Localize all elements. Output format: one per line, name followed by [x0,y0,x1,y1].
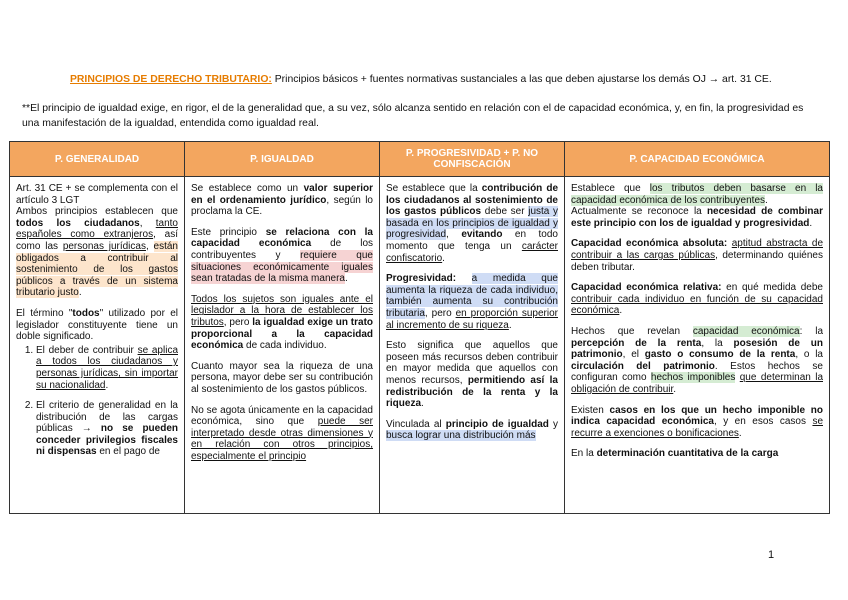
meaning-list [16,345,178,458]
cell-capacidad [565,177,830,514]
paragraph: Esto significa que aquellos que poseen más recursos deben contribuir en mayor medida que aquellos con menos recursos, permitiendo así la redistribución de la renta y la riqueza. [386,340,558,410]
list-item: 2. El criterio de generalidad en la distribución de las cargas públicas → no se pueden conceder privilegios fiscales ni dispensas en el pago de [36,400,178,458]
cell-generalidad [10,177,185,514]
intro-line [70,72,790,87]
cell-igualdad [185,177,380,514]
paragraph: Todos los sujetos son iguales ante el legislador a la hora de establecer los tributos, pero la igualdad exige un trato proporcional a la capacidad económica de cada individuo. [191,293,373,352]
paragraph: En la determinación cuantitativa de la carga [571,448,779,460]
paragraph: Este principio se relaciona con la capacidad económica de los contribuyentes y requiere que situaciones económicamente iguales sean tratadas de la misma manera. [191,226,373,285]
equality-note: **El principio de igualdad exige, en rigor, el de la generalidad que, a su vez, sólo alcanza sentido en relación con el de capacidad económica, y, en fin, la progresividad es una manifestación de la igualdad, entendida como igualdad real. [22,103,804,129]
paragraph: Hechos que revelan capacidad económica: la percepción de la renta, la posesión de un patrimonio, el gasto o consumo de la renta, o la circulación del patrimonio. Estos hechos se configuran como hechos imponibles que determinan la obligación de contribuir. [571,325,823,395]
paragraph: Existen casos en los que un hecho imponible no indica capacidad económica, y en esos casos se recurre a exenciones o bonificaciones. [571,404,823,439]
text: Art. 31 CE + se complementa con el artículo 3 LGT [16,183,178,206]
paragraph: Vinculada al principio de igualdad y busca lograr una distribución más [386,418,558,442]
paragraph: Ambos principios establecen que todos los ciudadanos, tanto españoles como extranjeros, así como las personas jurídicas, están obligados a contribuir al sostenimiento de los gastos públicos a través de un sistema tributario justo. [16,206,178,299]
table-header-row [10,142,830,177]
header-igualdad: P. IGUALDAD [185,142,380,177]
paragraph: Capacidad económica relativa: en qué medida debe contribuir cada individuo en función de su capacidad económica. [571,282,823,317]
header-progresividad: P. PROGRESIVIDAD + P. NO CONFISCACIÓN [380,142,565,177]
principles-table [9,141,830,514]
list-item: 1. El deber de contribuir se aplica a todos los ciudadanos y personas jurídicas, sin importar su nacionalidad. [36,345,178,391]
intro-text: Principios básicos + fuentes normativas sustanciales a las que deben ajustarse los demás OJ → art. 31 CE. [271,74,772,85]
paragraph: Establece que los tributos deben basarse en la capacidad económica de los contribuyentes. Actualmente se reconoce la necesidad de combinar este principio con los de igualdad y progresividad. [571,183,823,229]
page-number: 1 [768,549,775,561]
paragraph: Cuanto mayor sea la riqueza de una persona, mayor debe ser su contribución al sostenimiento de los gastos públicos. [191,360,373,395]
cell-progresividad [380,177,565,514]
paragraph: Se establece que la contribución de los ciudadanos al sostenimiento de los gastos públicos debe ser justa y basada en los principios de igualdad y progresividad, evitando en todo momento que tenga un carácter confiscatorio. [386,183,558,264]
paragraph: Progresividad: a medida que aumenta la riqueza de cada individuo, también aumenta su contribución tributaria, pero en proporción superior al incremento de su riqueza. [386,273,558,331]
paragraph: El término "todos" utilizado por el legislador constituyente tiene un doble significado. [16,307,178,343]
header-capacidad: P. CAPACIDAD ECONÓMICA [565,142,830,177]
paragraph: No se agota únicamente en la capacidad económica, sino que puede ser interpretado desde otras dimensiones y en relación con otros principios, especialmente el principio [191,404,373,462]
header-generalidad: P. GENERALIDAD [10,142,185,177]
document-title: PRINCIPIOS DE DERECHO TRIBUTARIO: [70,74,272,85]
paragraph: Se establece como un valor superior en el ordenamiento jurídico, según lo proclama la CE. [191,183,373,218]
table-row [10,177,830,514]
paragraph: Capacidad económica absoluta: aptitud abstracta de contribuir a las cargas públicas, determinando quiénes deben tributar. [571,238,823,273]
